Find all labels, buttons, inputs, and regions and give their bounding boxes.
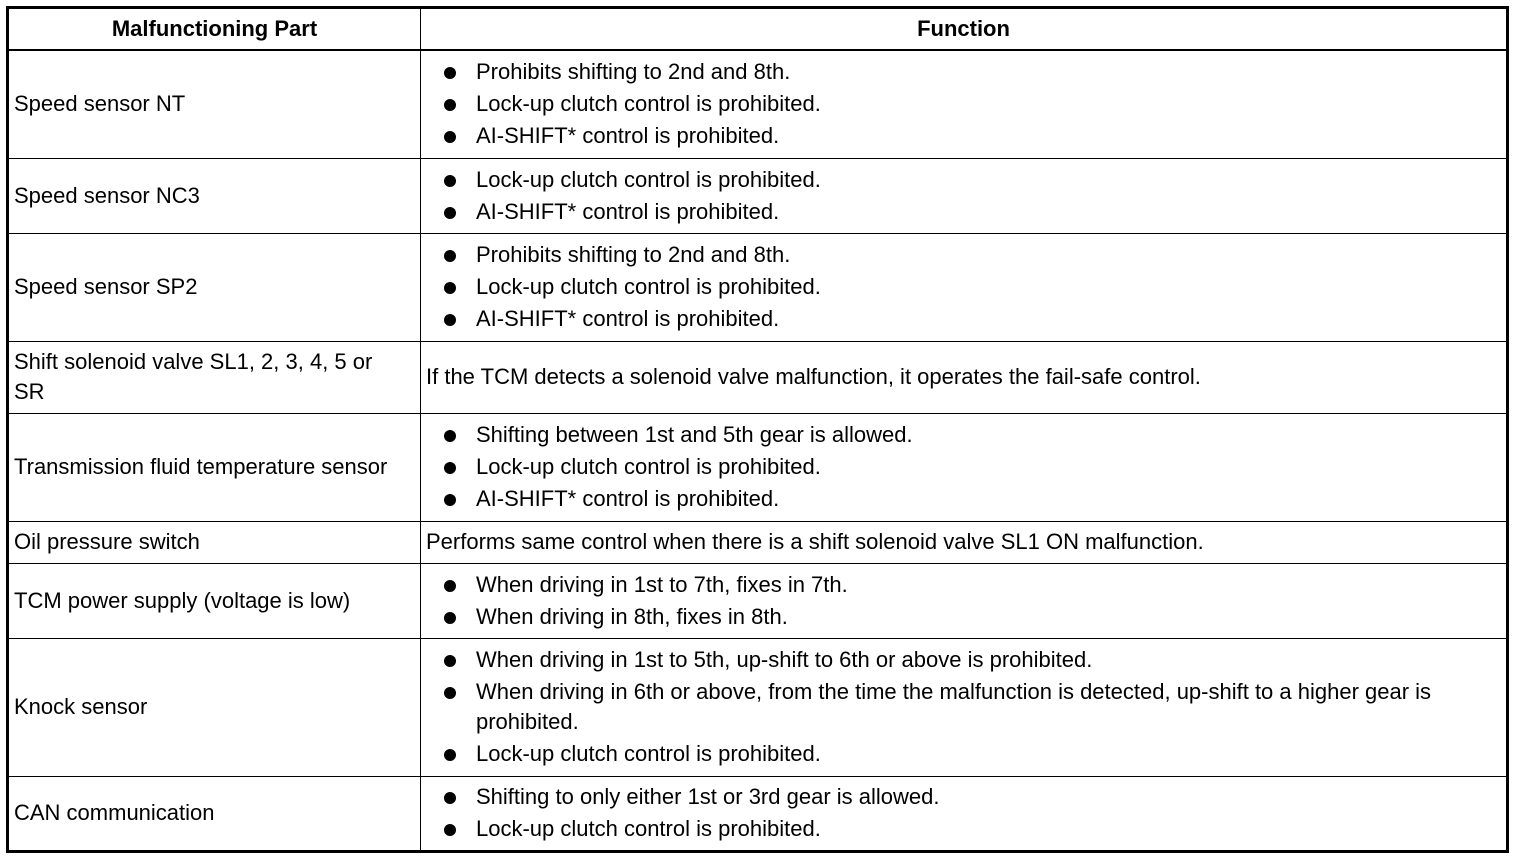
function-item-text: Lock-up clutch control is prohibited. xyxy=(476,741,821,766)
table-row xyxy=(8,50,1508,158)
fail-safe-table xyxy=(6,6,1509,853)
function-item-text: When driving in 8th, fixes in 8th. xyxy=(476,603,788,629)
table-row xyxy=(8,158,1508,233)
function-item-text: Lock-up clutch control is prohibited. xyxy=(476,816,821,841)
header-malfunctioning-part: Malfunctioning Part xyxy=(8,8,421,51)
function-item-text: Lock-up clutch control is prohibited. xyxy=(476,454,821,479)
bullet-icon xyxy=(444,824,456,836)
function-list xyxy=(427,781,1500,845)
malfunctioning-part-cell: Speed sensor NC3 xyxy=(8,158,421,233)
table-row xyxy=(8,563,1508,638)
list-item xyxy=(427,303,1500,335)
malfunctioning-part-cell: TCM power supply (voltage is low) xyxy=(8,563,421,638)
bullet-icon xyxy=(444,282,456,294)
bullet-icon xyxy=(444,655,456,667)
bullet-icon xyxy=(444,99,456,111)
list-item xyxy=(427,239,1500,271)
bullet-icon xyxy=(444,749,456,761)
list-item xyxy=(427,196,1500,228)
list-item xyxy=(427,569,1500,601)
function-item-text: When driving in 1st to 5th, up-shift to 6th or above is prohibited. xyxy=(476,647,1093,672)
malfunctioning-part-cell: Oil pressure switch xyxy=(8,521,421,563)
function-item-text: When driving in 6th or above, from the time the malfunction is detected, up-shift to a higher gear is prohibited. xyxy=(476,679,1432,734)
list-item xyxy=(427,120,1500,152)
bullet-icon xyxy=(444,250,456,262)
list-item xyxy=(427,676,1500,738)
malfunctioning-part-cell: Speed sensor NT xyxy=(8,50,421,158)
bullet-icon xyxy=(444,430,456,442)
function-cell xyxy=(421,158,1508,233)
table-row xyxy=(8,233,1508,341)
bullet-icon xyxy=(444,131,456,143)
function-cell xyxy=(421,233,1508,341)
bullet-icon xyxy=(444,792,456,804)
bullet-icon xyxy=(444,494,456,506)
bullet-icon xyxy=(444,580,456,592)
function-item-text: Shifting between 1st and 5th gear is allowed. xyxy=(476,422,913,447)
bullet-icon xyxy=(444,67,456,79)
table-row xyxy=(8,413,1508,521)
function-cell xyxy=(421,50,1508,158)
function-item-text: Lock-up clutch control is prohibited. xyxy=(476,166,821,192)
function-cell xyxy=(421,563,1508,638)
bullet-icon xyxy=(444,207,456,219)
header-function: Function xyxy=(421,8,1508,51)
list-item xyxy=(427,164,1500,196)
function-item-text: AI-SHIFT* control is prohibited. xyxy=(476,123,780,149)
bullet-icon xyxy=(444,687,456,699)
list-item xyxy=(427,781,1500,813)
function-item-text: Lock-up clutch control is prohibited. xyxy=(476,274,821,299)
table-row xyxy=(8,521,1508,563)
function-list xyxy=(427,239,1500,335)
list-item xyxy=(427,56,1500,88)
function-cell: Performs same control when there is a shift solenoid valve SL1 ON malfunction. xyxy=(421,521,1508,563)
function-item-text: AI-SHIFT* control is prohibited. xyxy=(476,486,780,511)
function-item-text: Prohibits shifting to 2nd and 8th. xyxy=(476,59,791,85)
table-body xyxy=(8,50,1508,851)
list-item xyxy=(427,644,1500,676)
bullet-icon xyxy=(444,314,456,326)
bullet-icon xyxy=(444,612,456,624)
malfunctioning-part-cell: CAN communication xyxy=(8,776,421,851)
bullet-icon xyxy=(444,462,456,474)
function-list xyxy=(427,644,1500,770)
function-item-text: Lock-up clutch control is prohibited. xyxy=(476,91,821,117)
function-list xyxy=(427,56,1500,152)
list-item xyxy=(427,419,1500,451)
table-header-row xyxy=(8,8,1508,51)
function-list xyxy=(427,419,1500,515)
malfunctioning-part-cell: Speed sensor SP2 xyxy=(8,233,421,341)
function-item-text: AI-SHIFT* control is prohibited. xyxy=(476,306,780,331)
function-item-text: AI-SHIFT* control is prohibited. xyxy=(476,198,780,224)
list-item xyxy=(427,813,1500,845)
list-item xyxy=(427,483,1500,515)
function-item-text: When driving in 1st to 7th, fixes in 7th. xyxy=(476,571,848,597)
function-cell: If the TCM detects a solenoid valve malfunction, it operates the fail-safe control. xyxy=(421,341,1508,413)
list-item xyxy=(427,271,1500,303)
function-cell xyxy=(421,413,1508,521)
malfunctioning-part-cell: Shift solenoid valve SL1, 2, 3, 4, 5 or SR xyxy=(8,341,421,413)
function-cell xyxy=(421,776,1508,851)
bullet-icon xyxy=(444,175,456,187)
function-list xyxy=(427,569,1500,633)
function-list xyxy=(427,164,1500,228)
table-row xyxy=(8,341,1508,413)
list-item xyxy=(427,88,1500,120)
list-item xyxy=(427,738,1500,770)
function-cell xyxy=(421,638,1508,776)
table-row xyxy=(8,638,1508,776)
function-item-text: Prohibits shifting to 2nd and 8th. xyxy=(476,242,791,267)
list-item xyxy=(427,601,1500,633)
malfunctioning-part-cell: Transmission fluid temperature sensor xyxy=(8,413,421,521)
malfunctioning-part-cell: Knock sensor xyxy=(8,638,421,776)
list-item xyxy=(427,451,1500,483)
function-item-text: Shifting to only either 1st or 3rd gear is allowed. xyxy=(476,784,940,809)
table-row xyxy=(8,776,1508,851)
